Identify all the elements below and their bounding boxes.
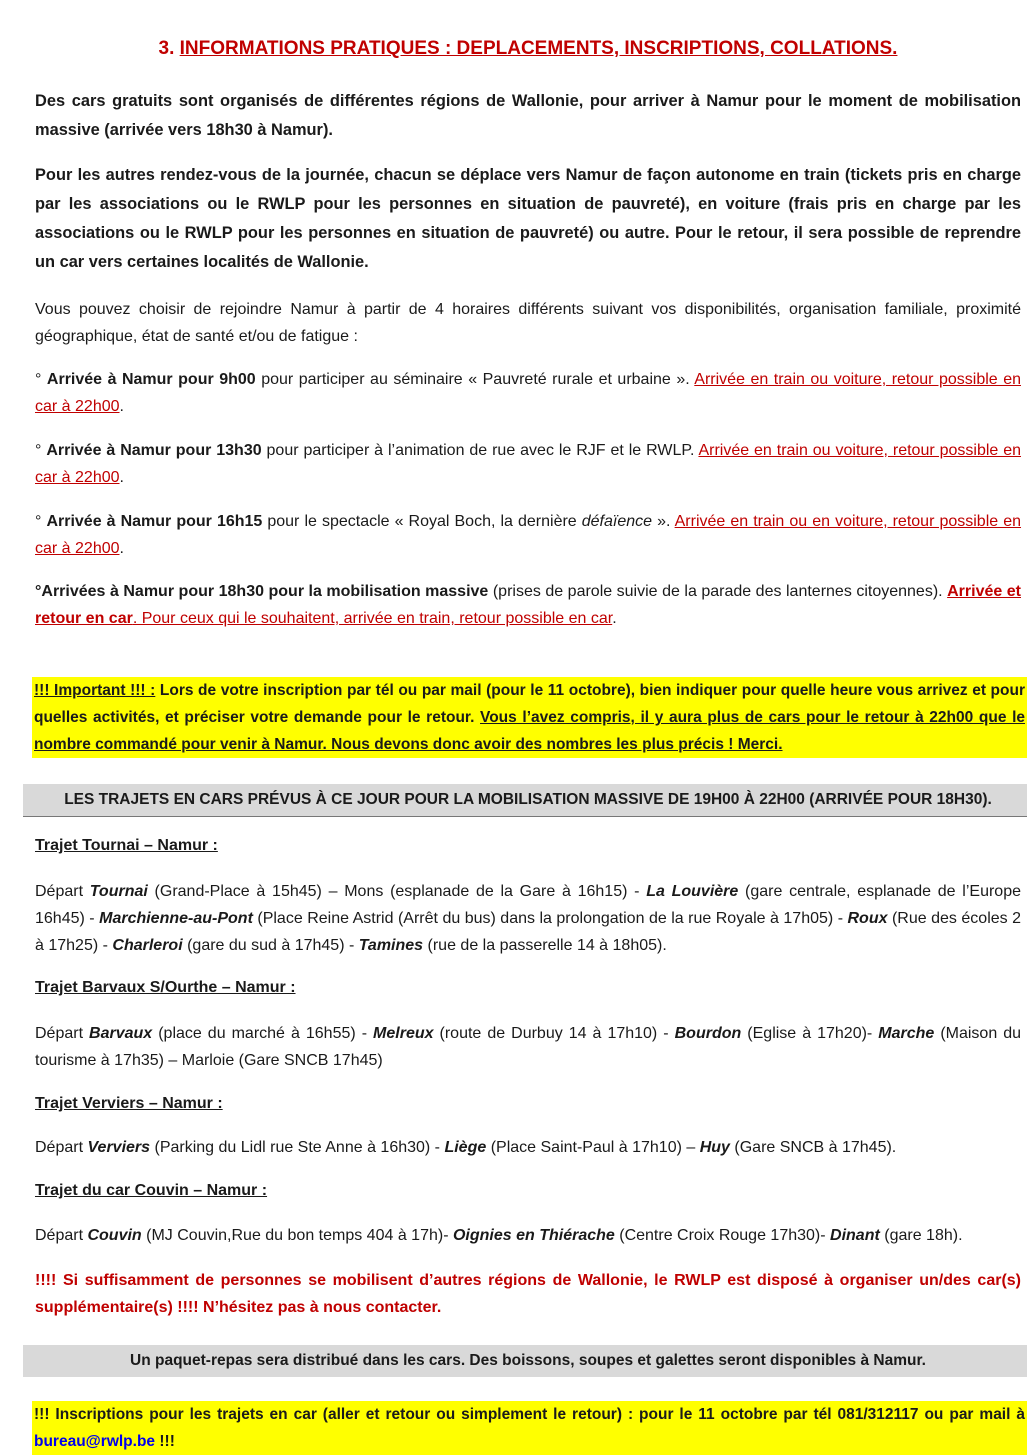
email-link[interactable]: bureau@rwlp.be <box>34 1433 156 1450</box>
stop-details-text: (gare 18h). <box>879 1227 963 1244</box>
stop-details-text: (Place Reine Astrid (Arrêt du bus) dans la prolongation de la rue Royale à 17h05) - <box>252 910 848 927</box>
arrival-italic-word: défaïence <box>581 513 653 530</box>
stop-city-name: Huy <box>699 1139 730 1156</box>
warning-paragraph: !!!! Si suffisamment de personnes se mobilisent d’autres régions de Wallonie, le RWLP est disposé à organiser un/des car(s) supplémentaire(s) !!!! N’hésitez pas à nous contacter. <box>35 1272 1021 1316</box>
stop-city-name: Roux <box>847 910 888 927</box>
section-title <box>35 38 1021 60</box>
route-heading-tournai: Trajet Tournai – Namur : <box>35 837 218 854</box>
arrival-item-3 <box>35 508 1021 562</box>
arrival-text: (prises de parole suivie de la parade des lanternes citoyennes). <box>488 583 948 600</box>
stop-details-text: (rue de la passerelle 14 à 18h05). <box>423 937 667 954</box>
stop-details-text: (Centre Croix Rouge 17h30)- <box>614 1227 831 1244</box>
route-heading-barvaux: Trajet Barvaux S/Ourthe – Namur : <box>35 979 296 996</box>
route-heading-couvin: Trajet du car Couvin – Namur : <box>35 1182 268 1199</box>
bullet: ° <box>35 442 47 459</box>
meal-text: Un paquet-repas sera distribué dans les cars. Des boissons, soupes et galettes seront disponibles à Namur. <box>130 1352 926 1369</box>
stop-city-name: Tournai <box>89 883 148 900</box>
stop-details-text: (Rue des écoles 2 à 17h25) - <box>35 910 1022 954</box>
inscriptions-text: !!! Inscriptions pour les trajets en car (aller et retour ou simplement le retour) : pour le 11 octobre par tél 081/312117 ou par mail à <box>34 1406 1025 1423</box>
inscriptions-notice <box>32 1401 1027 1455</box>
route-heading-verviers: Trajet Verviers – Namur : <box>35 1095 223 1112</box>
arrival-item-4 <box>35 578 1021 632</box>
route-details-tournai <box>35 878 1021 959</box>
route-details-couvin <box>35 1222 1021 1249</box>
stop-city-name: Barvaux <box>89 1025 153 1042</box>
stop-details-text: (Place Saint-Paul à 17h10) – <box>486 1139 700 1156</box>
bullet: ° <box>35 513 47 530</box>
arrival-time: °Arrivées à Namur pour 18h30 pour la mobilisation massive <box>35 583 489 600</box>
stop-details-text: (place du marché à 16h55) - <box>152 1025 374 1042</box>
stop-details-text: Départ <box>35 1139 88 1156</box>
stop-details-text: (Gare SNCB à 17h45). <box>729 1139 897 1156</box>
arrival-time: Arrivée à Namur pour 9h00 <box>46 371 256 388</box>
arrival-text: ». <box>652 513 675 530</box>
arrival-transport-note: . Pour ceux qui le souhaitent, arrivée en train, retour possible en car <box>132 610 613 627</box>
punctuation: . <box>612 610 617 627</box>
arrival-text: pour le spectacle « Royal Boch, la dernière <box>262 513 582 530</box>
stop-details-text: (MJ Couvin,Rue du bon temps 404 à 17h)- <box>141 1227 453 1244</box>
punctuation: . <box>119 540 124 557</box>
stop-city-name: Tamines <box>358 937 424 954</box>
routes-header-text: LES TRAJETS EN CARS PRÉVUS À CE JOUR POUR LA MOBILISATION MASSIVE DE 19H00 À 22H00 (ARRIVÉE POUR 18H30). <box>64 791 992 808</box>
punctuation: . <box>119 469 124 486</box>
intro-paragraph-1: Des cars gratuits sont organisés de différentes régions de Wallonie, pour arriver à Namur pour le moment de mobilisation massive (arrivée vers 18h30 à Namur). <box>35 92 1021 139</box>
arrival-transport-note: Arrivée en train ou voiture, retour possible en car à 22h00 <box>35 371 1021 415</box>
arrival-text: pour participer au séminaire « Pauvreté rurale et urbaine ». <box>255 371 695 388</box>
inscriptions-end: !!! <box>155 1433 175 1450</box>
important-label: !!! Important !!! : <box>34 682 156 699</box>
stop-city-name: La Louvière <box>646 883 739 900</box>
route-details-verviers <box>35 1134 1021 1161</box>
punctuation: . <box>119 398 124 415</box>
stop-details-text: Départ <box>35 1025 90 1042</box>
section-title-text: INFORMATIONS PRATIQUES : DEPLACEMENTS, INSCRIPTIONS, COLLATIONS. <box>179 38 898 59</box>
arrival-item-1 <box>35 366 1021 420</box>
arrival-item-2 <box>35 437 1021 491</box>
stop-city-name: Marchienne-au-Pont <box>99 910 253 927</box>
section-number: 3. <box>158 38 180 59</box>
stop-city-name: Liège <box>444 1139 487 1156</box>
route-details-barvaux <box>35 1020 1021 1074</box>
arrival-time: Arrivée à Namur pour 13h30 <box>46 442 262 459</box>
arrival-transport-note: Arrivée en train ou en voiture, retour possible en car à 22h00 <box>35 513 1022 557</box>
stop-city-name: Couvin <box>87 1227 142 1244</box>
stop-details-text: (Grand-Place à 15h45) – Mons (esplanade de la Gare à 16h15) - <box>147 883 647 900</box>
stop-city-name: Oignies en Thiérache <box>452 1227 615 1244</box>
important-notice <box>32 677 1027 758</box>
stop-details-text: (route de Durbuy 14 à 17h10) - <box>433 1025 675 1042</box>
arrival-transport-note-bold: Arrivée et retour en car <box>35 583 1021 627</box>
stop-city-name: Marche <box>878 1025 935 1042</box>
bullet: ° <box>35 371 47 388</box>
stop-details-text: Départ <box>35 883 90 900</box>
stop-city-name: Charleroi <box>112 937 183 954</box>
stop-city-name: Melreux <box>373 1025 434 1042</box>
stop-details-text: (Eglise à 17h20)- <box>741 1025 879 1042</box>
stop-city-name: Bourdon <box>674 1025 742 1042</box>
important-text: Lors de votre inscription par tél ou par mail (pour le 11 octobre), bien indiquer pour quelle heure vous arrivez et pour quelles activités, et préciser votre demande pour le retour. <box>34 682 1025 726</box>
stop-details-text: (Parking du Lidl rue Ste Anne à 16h30) - <box>150 1139 445 1156</box>
important-underlined-text: Vous l’avez compris, il y aura plus de cars pour le retour à 22h00 que le nombre commandé pour venir à Namur. Nous devons donc avoir des nombres les plus précis ! Merci. <box>34 709 1025 753</box>
arrival-transport-note: Arrivée en train ou voiture, retour possible en car à 22h00 <box>35 442 1021 486</box>
stop-city-name: Dinant <box>830 1227 880 1244</box>
arrival-text: pour participer à l’animation de rue avec le RJF et le RWLP. <box>261 442 699 459</box>
stop-details-text: (Maison du tourisme à 17h35) – Marloie (Gare SNCB 17h45) <box>35 1025 1022 1069</box>
stop-details-text: (gare centrale, esplanade de l’Europe 16h45) - <box>35 883 1021 927</box>
choose-paragraph: Vous pouvez choisir de rejoindre Namur à partir de 4 horaires différents suivant vos disponibilités, organisation familiale, proximité géographique, état de santé et/ou de fatigue : <box>35 301 1021 345</box>
arrival-time: Arrivée à Namur pour 16h15 <box>46 513 263 530</box>
stop-city-name: Verviers <box>87 1139 151 1156</box>
stop-details-text: Départ <box>35 1227 88 1244</box>
stop-details-text: (gare du sud à 17h45) - <box>182 937 359 954</box>
intro-paragraph-2: Pour les autres rendez-vous de la journée, chacun se déplace vers Namur de façon autonome en train (tickets pris en charge par les associations ou le RWLP pour les personnes en situation de pauvreté), en voiture (frais pris en charge par les associations ou le RWLP pour les personnes en situation de pauvreté) ou autre. Pour le retour, il sera possible de reprendre un car vers certaines localités de Wallonie. <box>35 166 1021 271</box>
